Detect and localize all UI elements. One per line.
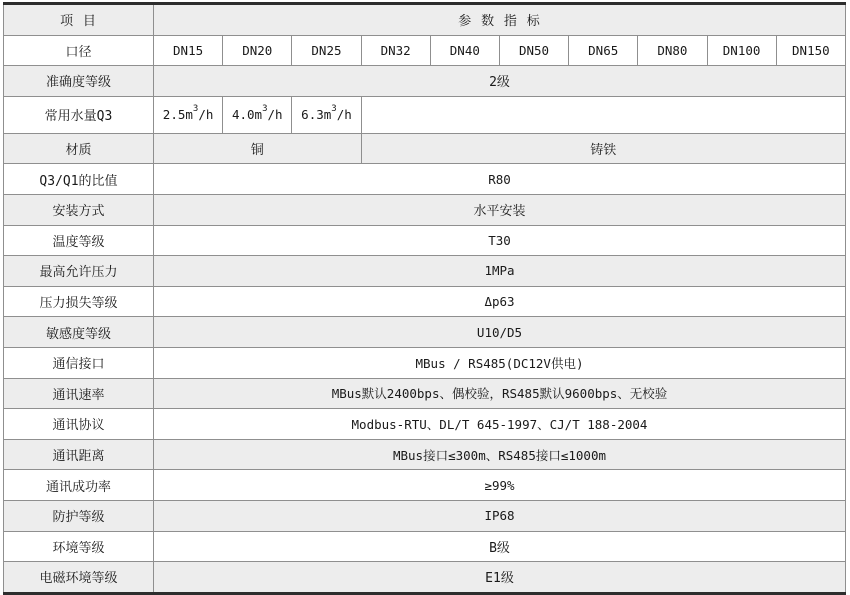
diameter-cell: DN40 [430, 35, 499, 66]
row-label: 常用水量Q3 [4, 96, 154, 133]
row-max-pressure [4, 256, 846, 287]
row-comm-interface [4, 347, 846, 378]
row-q3q1-ratio [4, 164, 846, 195]
row-value: B级 [154, 531, 846, 562]
row-label: 敏感度等级 [4, 317, 154, 348]
q3-superscript: 3 [331, 104, 337, 115]
row-label: 压力损失等级 [4, 286, 154, 317]
row-environment-class [4, 531, 846, 562]
diameter-cell: DN65 [569, 35, 638, 66]
row-label: Q3/Q1的比值 [4, 164, 154, 195]
row-temperature-class [4, 225, 846, 256]
row-protection-class [4, 500, 846, 531]
row-label: 通讯速率 [4, 378, 154, 409]
material-cast-iron: 铸铁 [361, 133, 845, 164]
row-comm-success-rate [4, 470, 846, 501]
diameter-cell: DN25 [292, 35, 361, 66]
row-label: 口径 [4, 35, 154, 66]
row-value: T30 [154, 225, 846, 256]
row-accuracy [4, 66, 846, 97]
diameter-cell: DN15 [154, 35, 223, 66]
row-value: U10/D5 [154, 317, 846, 348]
row-value: MBus默认2400bps、偶校验，RS485默认9600bps、无校验 [154, 378, 846, 409]
row-comm-protocol [4, 409, 846, 440]
row-pressure-loss [4, 286, 846, 317]
row-value: MBus / RS485(DC12V供电) [154, 347, 846, 378]
row-installation [4, 194, 846, 225]
q3-empty-cell [361, 96, 845, 133]
row-value: Modbus-RTU、DL/T 645-1997、CJ/T 188-2004 [154, 409, 846, 440]
row-label: 通讯协议 [4, 409, 154, 440]
row-label: 最高允许压力 [4, 256, 154, 287]
material-copper: 铜 [154, 133, 362, 164]
header-item-label: 项 目 [4, 4, 154, 36]
row-value: E1级 [154, 562, 846, 594]
row-label: 材质 [4, 133, 154, 164]
row-diameter [4, 35, 846, 66]
row-comm-distance [4, 439, 846, 470]
row-value: IP68 [154, 500, 846, 531]
diameter-cell: DN150 [776, 35, 845, 66]
row-q3 [4, 96, 846, 133]
row-value: 水平安装 [154, 194, 846, 225]
q3-superscript: 3 [192, 104, 199, 115]
spec-table-container [3, 2, 846, 595]
diameter-cell: DN100 [707, 35, 776, 66]
row-sensitivity [4, 317, 846, 348]
header-param-label: 参 数 指 标 [154, 4, 846, 36]
spec-table [3, 2, 846, 595]
row-value: 1MPa [154, 256, 846, 287]
q3-rest: /h [336, 107, 352, 123]
row-label: 环境等级 [4, 531, 154, 562]
row-value: Δp63 [154, 286, 846, 317]
row-label: 通讯距离 [4, 439, 154, 470]
diameter-cell: DN50 [499, 35, 568, 66]
q3-cell [223, 96, 292, 133]
q3-base: 4.0m [231, 107, 263, 123]
q3-base: 6.3m [301, 107, 332, 123]
q3-cell [154, 96, 223, 133]
accuracy-value: 2级 [154, 66, 846, 97]
row-material [4, 133, 846, 164]
q3-rest: /h [198, 107, 214, 123]
row-label: 通讯成功率 [4, 470, 154, 501]
q3-base: 2.5m [162, 107, 193, 123]
row-label: 通信接口 [4, 347, 154, 378]
row-label: 安装方式 [4, 194, 154, 225]
q3-rest: /h [267, 107, 283, 123]
row-label: 准确度等级 [4, 66, 154, 97]
row-value: MBus接口≤300m、RS485接口≤1000m [154, 439, 846, 470]
row-label: 温度等级 [4, 225, 154, 256]
diameter-cell: DN20 [223, 35, 292, 66]
row-comm-baudrate [4, 378, 846, 409]
diameter-cell: DN80 [638, 35, 707, 66]
diameter-cell: DN32 [361, 35, 430, 66]
row-label: 电磁环境等级 [4, 562, 154, 594]
row-header [4, 4, 846, 36]
row-emc-class [4, 562, 846, 594]
q3-superscript: 3 [262, 104, 268, 115]
row-value: R80 [154, 164, 846, 195]
row-value: ≥99% [154, 470, 846, 501]
q3-cell [292, 96, 361, 133]
row-label: 防护等级 [4, 500, 154, 531]
